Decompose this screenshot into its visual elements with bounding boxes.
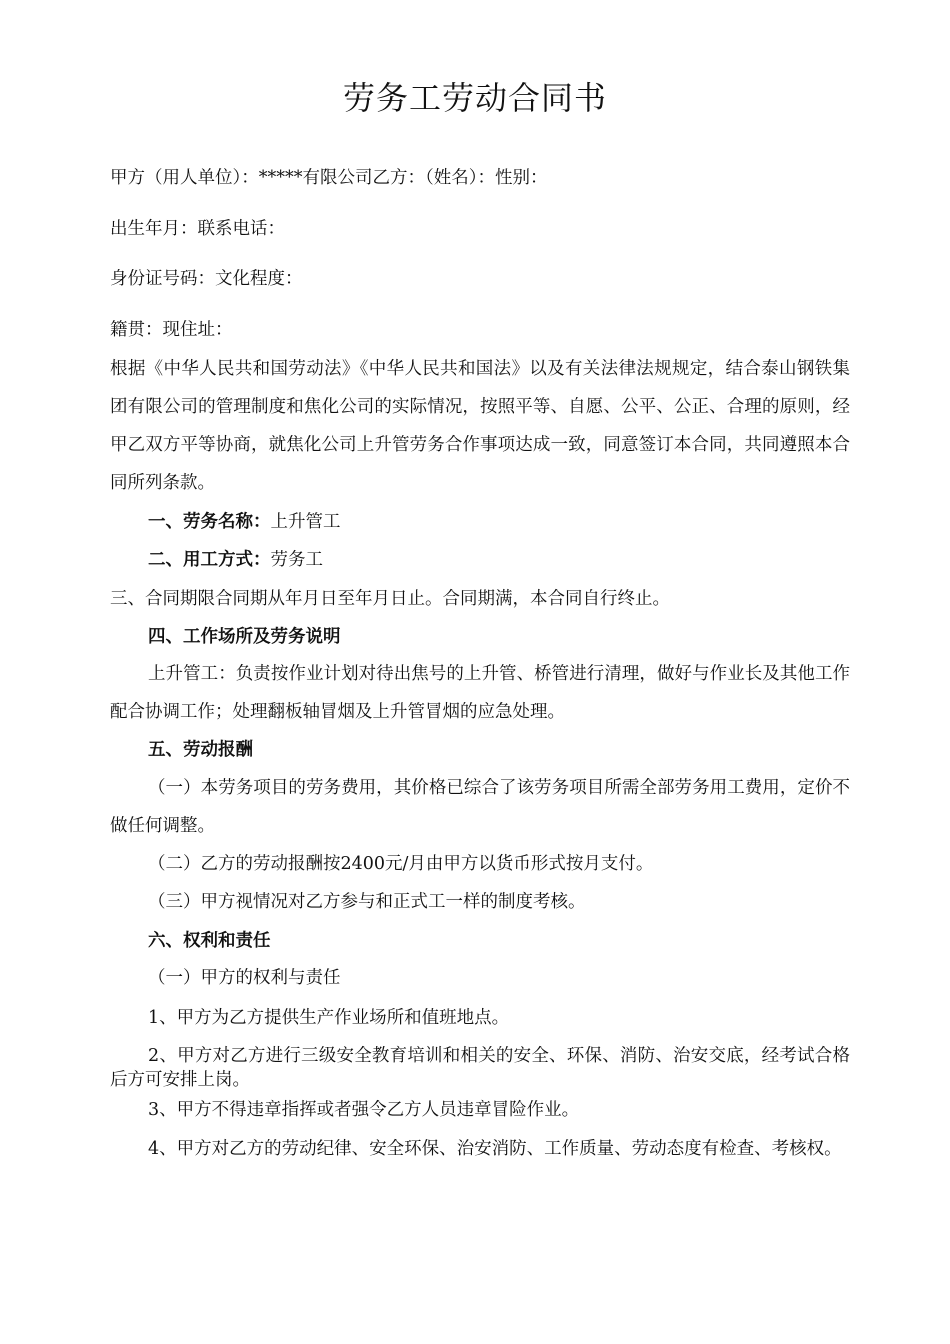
section-6-item-4: 4、甲方对乙方的劳动纪律、安全环保、治安消防、工作质量、劳动态度有检查、考核权。 bbox=[148, 1139, 842, 1159]
birth-phone-line: 出生年月：联系电话： bbox=[110, 219, 285, 239]
section-2-heading: 二、用工方式： bbox=[148, 550, 271, 570]
section-2-value: 劳务工 bbox=[270, 550, 323, 570]
section-3: 三、合同期限合同期从年月日至年月日止。合同期满，本合同自行终止。 bbox=[110, 589, 670, 609]
section-1-value: 上升管工 bbox=[270, 512, 341, 532]
section-4-text: 上升管工：负责按作业计划对待出焦号的上升管、桥管进行清理，做好与作业长及其他工作配合协调工作；处理翻板轴冒烟及上升管冒烟的应急处理。 bbox=[110, 664, 850, 722]
section-4-heading: 四、工作场所及劳务说明 bbox=[148, 627, 341, 647]
section-6-heading: 六、权利和责任 bbox=[148, 931, 271, 951]
intro-paragraph: 根据《中华人民共和国劳动法》《中华人民共和国法》以及有关法律法规规定，结合泰山钢铁集团有限公司的管理制度和焦化公司的实际情况，按照平等、自愿、公平、公正、合理的原则，经甲乙双方平等协商，就焦化公司上升管劳务合作事项达成一致，同意签订本合同，共同遵照本合同所列条款。 bbox=[110, 359, 850, 493]
section-5-paragraph-1: （一）本劳务项目的劳务费用，其价格已综合了该劳务项目所需全部劳务用工费用，定价不做任何调整。 bbox=[110, 778, 850, 836]
section-5-paragraph-3: （三）甲方视情况对乙方参与和正式工一样的制度考核。 bbox=[148, 892, 586, 912]
section-5-heading: 五、劳动报酬 bbox=[148, 740, 253, 760]
section-2 bbox=[148, 546, 848, 574]
native-address-line: 籍贯：现住址： bbox=[110, 320, 233, 340]
id-education-line: 身份证号码：文化程度： bbox=[110, 269, 303, 289]
section-5-paragraph-2: （二）乙方的劳动报酬按2400元/月由甲方以货币形式按月支付。 bbox=[148, 854, 654, 874]
section-6-item-2: 2、甲方对乙方进行三级安全教育培训和相关的安全、环保、消防、治安交底，经考试合格后方可安排上岗。 bbox=[110, 1046, 850, 1090]
party-line: 甲方（用人单位）：*****有限公司乙方：（姓名）：性别： bbox=[110, 168, 548, 188]
section-6-item-1: 1、甲方为乙方提供生产作业场所和值班地点。 bbox=[148, 1008, 510, 1028]
section-6-item-3: 3、甲方不得违章指挥或者强令乙方人员违章冒险作业。 bbox=[148, 1100, 580, 1120]
section-1-heading: 一、劳务名称： bbox=[148, 512, 271, 532]
document-title: 劳务工劳动合同书 bbox=[342, 79, 607, 117]
section-6-subheading: （一）甲方的权利与责任 bbox=[148, 968, 341, 988]
section-1 bbox=[148, 508, 848, 536]
